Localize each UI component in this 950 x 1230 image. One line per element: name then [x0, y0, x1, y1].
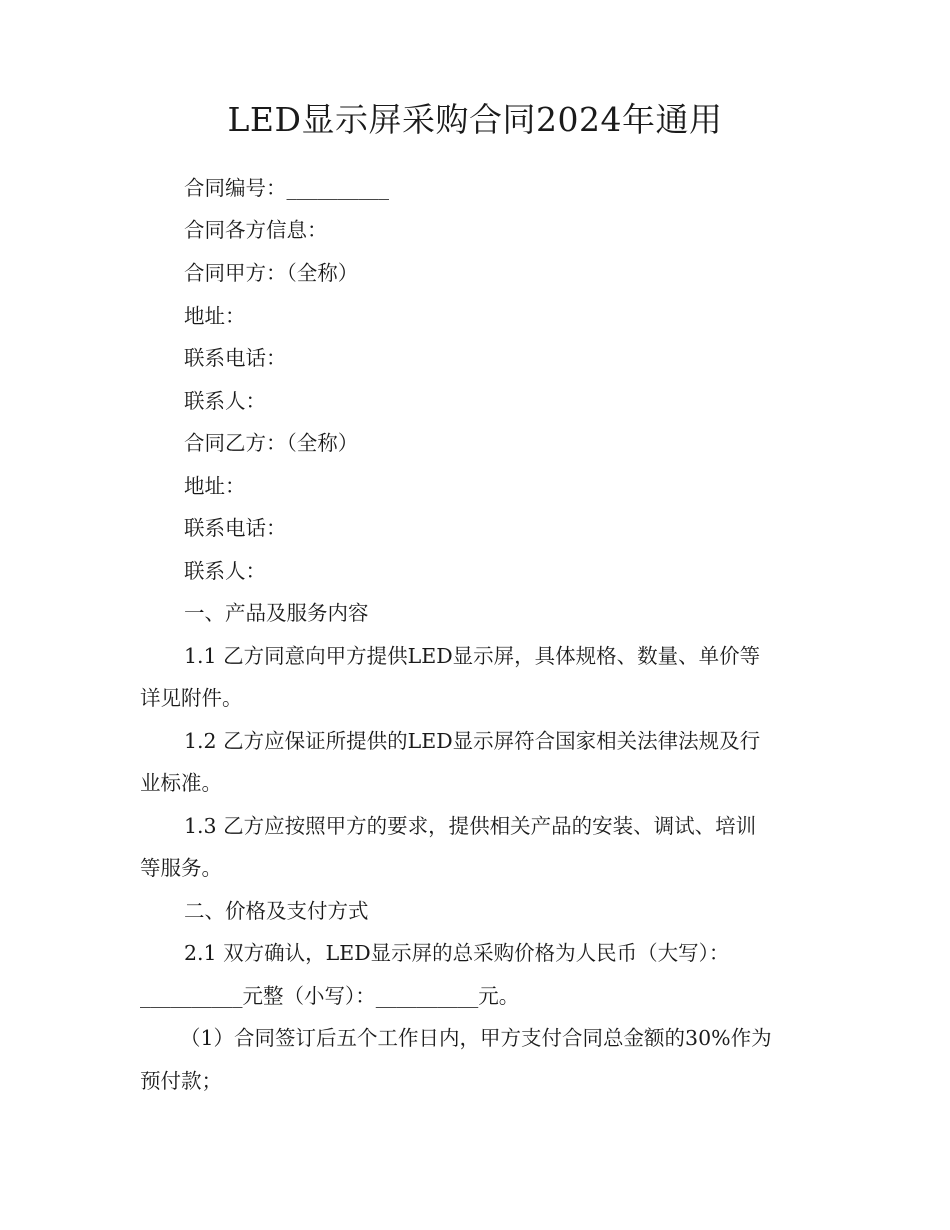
clause-1-1-line-1: 1.1 乙方同意向甲方提供LED显示屏，具体规格、数量、单价等 [184, 644, 761, 668]
party-b-line: 合同乙方：（全称） [184, 431, 359, 455]
clause-1-2-line-2: 业标准。 [140, 771, 222, 795]
party-a-contact: 联系人： [184, 389, 266, 413]
party-b-contact: 联系人： [184, 559, 266, 583]
document-title: LED显示屏采购合同2024年通用 [227, 100, 723, 139]
parties-info-heading: 合同各方信息： [184, 218, 328, 242]
clause-2-1-line-2: __________元整（小写）：__________元。 [140, 984, 520, 1008]
clause-2-1-line-1: 2.1 双方确认，LED显示屏的总采购价格为人民币（大写）： [184, 941, 730, 965]
clause-1-1-line-2: 详见附件。 [140, 686, 243, 710]
party-a-address: 地址： [184, 304, 246, 328]
payment-item-1-line-1: （1）合同签订后五个工作日内，甲方支付合同总金额的30%作为 [180, 1026, 772, 1050]
party-b-address: 地址： [184, 474, 246, 498]
party-a-phone: 联系电话： [184, 346, 287, 370]
contract-number-line: 合同编号：__________ [184, 176, 389, 200]
clause-1-2-line-1: 1.2 乙方应保证所提供的LED显示屏符合国家相关法律法规及行 [184, 729, 761, 753]
section-1-heading: 一、产品及服务内容 [184, 601, 369, 625]
section-2-heading: 二、价格及支付方式 [184, 899, 369, 923]
clause-1-3-line-2: 等服务。 [140, 856, 222, 880]
party-b-phone: 联系电话： [184, 516, 287, 540]
clause-1-3-line-1: 1.3 乙方应按照甲方的要求，提供相关产品的安装、调试、培训 [184, 814, 757, 838]
payment-item-1-line-2: 预付款； [140, 1069, 222, 1093]
party-a-line: 合同甲方：（全称） [184, 261, 359, 285]
